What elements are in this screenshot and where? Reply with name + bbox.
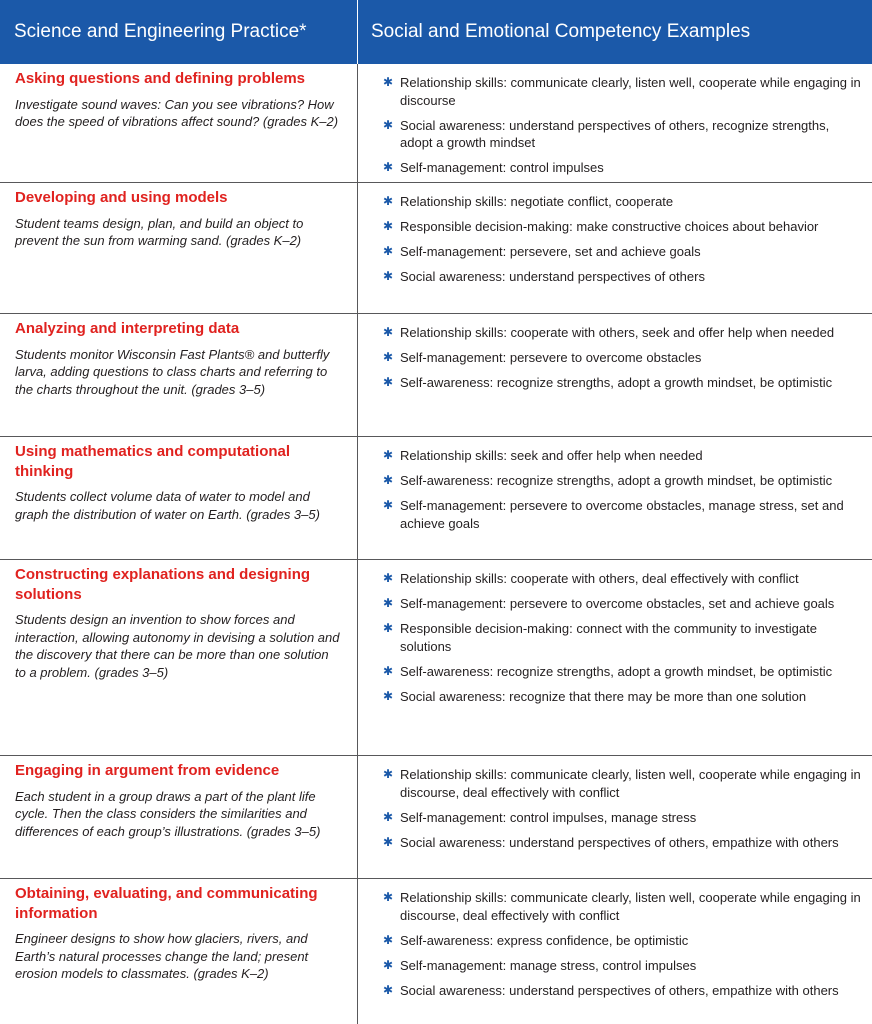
list-item-text: Responsible decision-making: make constructive choices about behavior bbox=[400, 219, 819, 234]
list-item bbox=[383, 957, 861, 975]
list-item-text: Self-management: persevere to overcome obstacles, manage stress, set and achieve goals bbox=[400, 498, 844, 531]
table-row bbox=[0, 64, 872, 183]
asterisk-bullet-icon: ✱ bbox=[383, 350, 394, 364]
list-item-text: Self-awareness: recognize strengths, adopt a growth mindset, be optimistic bbox=[400, 663, 833, 679]
competency-list bbox=[383, 193, 861, 293]
practice-description: Investigate sound waves: Can you see vibrations? How does the speed of vibrations affect sound? (grades K–2) bbox=[15, 96, 339, 129]
list-item-text: Self-awareness: recognize strengths, adopt a growth mindset, be optimistic bbox=[400, 375, 833, 390]
asterisk-bullet-icon: ✱ bbox=[383, 957, 394, 972]
list-item bbox=[383, 688, 861, 706]
practice-description: Engineer designs to show how glaciers, rivers, and Earth’s natural processes change the land; present erosion models to classmates. (grades K–2) bbox=[15, 931, 309, 981]
list-item-text: Self-management: persevere to overcome obstacles, set and achieve goals bbox=[400, 596, 835, 611]
list-item bbox=[383, 497, 861, 532]
asterisk-bullet-icon: ✱ bbox=[383, 325, 394, 339]
list-item bbox=[383, 889, 861, 924]
asterisk-bullet-icon: ✱ bbox=[383, 621, 394, 635]
list-item-text: Responsible decision-making: connect with the community to investigate solutions bbox=[400, 621, 817, 654]
list-item bbox=[383, 117, 861, 152]
competency-list bbox=[383, 324, 861, 399]
list-item bbox=[383, 932, 861, 950]
list-item bbox=[383, 218, 861, 236]
table-row bbox=[0, 756, 872, 879]
practice-cell bbox=[0, 437, 357, 523]
list-item bbox=[383, 74, 861, 109]
asterisk-bullet-icon: ✱ bbox=[383, 834, 394, 849]
asterisk-bullet-icon: ✱ bbox=[383, 596, 394, 610]
asterisk-bullet-icon: ✱ bbox=[383, 932, 394, 947]
list-item bbox=[383, 834, 861, 852]
list-item-text: Self-management: manage stress, control impulses bbox=[400, 957, 697, 973]
list-item-text: Relationship skills: negotiate conflict, cooperate bbox=[400, 194, 674, 209]
list-item bbox=[383, 193, 861, 211]
list-item bbox=[383, 982, 861, 1000]
list-item-text: Relationship skills: communicate clearly, listen well, cooperate while engaging in discourse, deal effectively with conflict bbox=[400, 767, 861, 800]
list-item bbox=[383, 766, 861, 801]
practice-title: Analyzing and interpreting data bbox=[15, 320, 240, 337]
list-item-text: Self-management: control impulses, manage stress bbox=[400, 809, 697, 825]
competency-list bbox=[383, 570, 861, 713]
asterisk-bullet-icon: ✱ bbox=[383, 688, 394, 703]
table-row bbox=[0, 879, 872, 1024]
practice-title: Developing and using models bbox=[15, 189, 228, 206]
competency-list bbox=[383, 74, 861, 184]
practice-cell bbox=[0, 64, 357, 131]
list-item bbox=[383, 349, 861, 367]
list-item bbox=[383, 268, 861, 286]
list-item-text: Social awareness: understand perspectives of others, recognize strengths, adopt a growth mindset bbox=[400, 117, 830, 150]
practice-cell bbox=[0, 314, 357, 398]
list-item bbox=[383, 809, 861, 827]
list-item-text: Social awareness: understand perspectives of others, empathize with others bbox=[400, 982, 839, 998]
table-row bbox=[0, 560, 872, 756]
asterisk-bullet-icon: ✱ bbox=[383, 473, 394, 487]
asterisk-bullet-icon: ✱ bbox=[383, 219, 394, 233]
list-item bbox=[383, 620, 861, 655]
table-row bbox=[0, 437, 872, 560]
practice-title: Engaging in argument from evidence bbox=[15, 762, 280, 779]
column-divider bbox=[357, 560, 358, 756]
practice-description: Students design an invention to show forces and interaction, allowing autonomy in devising a solution and the discovery that there can be more than one solution to a problem. (grades 3–5) bbox=[15, 612, 340, 680]
table-header bbox=[0, 0, 872, 64]
list-item-text: Self-management: persevere to overcome obstacles bbox=[400, 350, 702, 365]
list-item bbox=[383, 570, 861, 588]
column-divider bbox=[357, 183, 358, 314]
list-item bbox=[383, 472, 861, 490]
list-item bbox=[383, 374, 861, 392]
practice-description: Student teams design, plan, and build an object to prevent the sun from warming sand. (grades K–2) bbox=[15, 215, 304, 248]
column-divider bbox=[357, 314, 358, 437]
list-item-text: Self-awareness: express confidence, be optimistic bbox=[400, 932, 689, 948]
practice-cell bbox=[0, 879, 357, 983]
asterisk-bullet-icon: ✱ bbox=[383, 375, 394, 389]
list-item bbox=[383, 663, 861, 681]
list-item-text: Self-management: persevere, set and achieve goals bbox=[400, 244, 701, 259]
column-divider bbox=[357, 437, 358, 560]
asterisk-bullet-icon: ✱ bbox=[383, 767, 394, 781]
asterisk-bullet-icon: ✱ bbox=[383, 117, 394, 132]
asterisk-bullet-icon: ✱ bbox=[383, 571, 394, 585]
list-item bbox=[383, 159, 861, 177]
asterisk-bullet-icon: ✱ bbox=[383, 269, 394, 283]
practice-description: Students collect volume data of water to model and graph the distribution of water on Earth. (grades 3–5) bbox=[15, 489, 320, 522]
practice-title: Asking questions and defining problems bbox=[15, 70, 306, 87]
practice-description: Students monitor Wisconsin Fast Plants® and butterfly larva, adding questions to class charts and referring to the charts throughout the unit. (grades 3–5) bbox=[15, 346, 330, 397]
practice-title: Using mathematics and computational thinking bbox=[15, 443, 291, 480]
competency-list bbox=[383, 447, 861, 540]
practice-title: Obtaining, evaluating, and communicating information bbox=[15, 885, 318, 922]
header-competency: Social and Emotional Competency Examples bbox=[371, 21, 751, 42]
asterisk-bullet-icon: ✱ bbox=[383, 890, 394, 904]
asterisk-bullet-icon: ✱ bbox=[383, 448, 394, 462]
table-row bbox=[0, 183, 872, 314]
asterisk-bullet-icon: ✱ bbox=[383, 160, 394, 174]
list-item-text: Self-management: control impulses bbox=[400, 160, 604, 175]
list-item bbox=[383, 447, 861, 465]
list-item-text: Self-awareness: recognize strengths, adopt a growth mindset, be optimistic bbox=[400, 473, 833, 488]
list-item-text: Relationship skills: communicate clearly, listen well, cooperate while engaging in discourse bbox=[400, 75, 861, 108]
practice-cell bbox=[0, 183, 357, 250]
asterisk-bullet-icon: ✱ bbox=[383, 982, 394, 997]
asterisk-bullet-icon: ✱ bbox=[383, 663, 394, 678]
column-divider bbox=[357, 756, 358, 879]
list-item-text: Social awareness: understand perspectives of others bbox=[400, 269, 705, 284]
practice-cell bbox=[0, 560, 357, 681]
list-item-text: Relationship skills: cooperate with others, deal effectively with conflict bbox=[400, 571, 799, 586]
list-item-text: Social awareness: understand perspectives of others, empathize with others bbox=[400, 834, 839, 850]
list-item-text: Relationship skills: communicate clearly, listen well, cooperate while engaging in discourse, deal effectively with conflict bbox=[400, 890, 861, 923]
practice-title: Constructing explanations and designing solutions bbox=[15, 566, 311, 603]
list-item bbox=[383, 595, 861, 613]
competency-list bbox=[383, 889, 861, 1007]
practice-cell bbox=[0, 756, 357, 840]
list-item bbox=[383, 324, 861, 342]
list-item-text: Social awareness: recognize that there may be more than one solution bbox=[400, 688, 807, 704]
asterisk-bullet-icon: ✱ bbox=[383, 809, 394, 824]
asterisk-bullet-icon: ✱ bbox=[383, 244, 394, 258]
asterisk-bullet-icon: ✱ bbox=[383, 498, 394, 512]
practice-description: Each student in a group draws a part of the plant life cycle. Then the class considers the similarities and differences of each group’s illustrations. (grades 3–5) bbox=[15, 788, 321, 839]
asterisk-bullet-icon: ✱ bbox=[383, 194, 394, 208]
asterisk-bullet-icon: ✱ bbox=[383, 75, 394, 89]
list-item-text: Relationship skills: cooperate with others, seek and offer help when needed bbox=[400, 325, 835, 340]
competency-list bbox=[383, 766, 861, 859]
table-row bbox=[0, 314, 872, 437]
header-practice: Science and Engineering Practice* bbox=[14, 21, 307, 42]
list-item-text: Relationship skills: seek and offer help when needed bbox=[400, 448, 703, 463]
column-divider bbox=[357, 879, 358, 1024]
column-divider bbox=[357, 64, 358, 183]
list-item bbox=[383, 243, 861, 261]
